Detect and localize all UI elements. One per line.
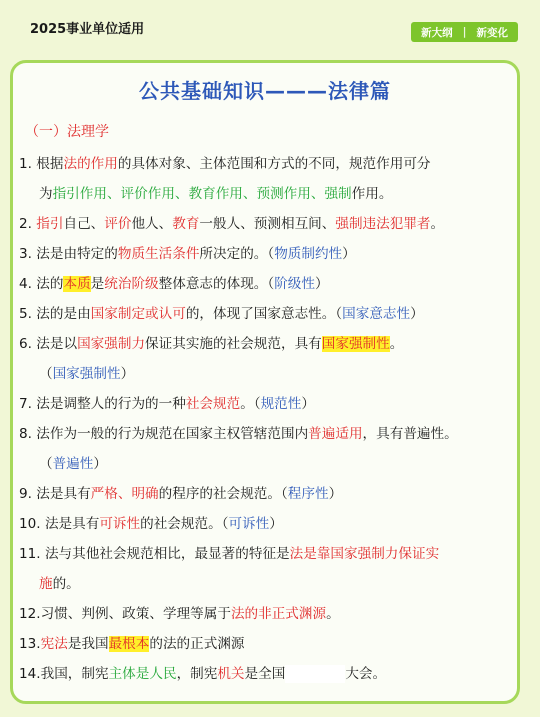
text-blue: 程序性 [287, 486, 329, 502]
text: 。 [326, 606, 340, 622]
list-item-6 [19, 329, 515, 359]
text-blue: 规范性 [260, 396, 302, 412]
list-item-12 [19, 599, 515, 629]
list-item-4 [19, 269, 515, 299]
text: ） [410, 306, 424, 322]
text-red: 统治阶级 [104, 276, 159, 292]
text: ，制宪 [176, 666, 218, 682]
text: 自己、 [63, 216, 105, 232]
text-red: 普遍适用 [308, 426, 363, 442]
text-red: 社会规范 [185, 396, 241, 412]
text: ，具有普遍性。 [362, 426, 458, 442]
text: 是全国 [244, 666, 286, 682]
text: 10. 法是具有 [19, 516, 100, 532]
text-red: 机关 [217, 666, 245, 682]
text: 5. 法的是由 [19, 306, 91, 322]
text: 所决定的。（ [199, 246, 275, 262]
page-title: 公共基础知识———法律篇 [139, 79, 391, 103]
hidden-answer-blank [285, 665, 345, 683]
text: 12.习惯、判例、政策、学理等属于 [19, 606, 231, 622]
list-item-11-cont [19, 569, 515, 599]
text-blue: 国家意志性 [342, 306, 411, 322]
text: ） [314, 276, 329, 292]
text: 3. 法是由特定的 [19, 246, 118, 262]
text-red: 法是靠国家强制力保证实 [289, 546, 440, 562]
text-red: 法的非正式渊源 [230, 606, 327, 622]
text-blue: 阶级性 [274, 276, 315, 292]
text-blue: 国家强制性 [52, 366, 121, 382]
text: （ [39, 366, 53, 382]
text-highlight: 国家强制性 [321, 336, 390, 352]
text: ） [93, 456, 107, 472]
list-item-1-cont [19, 179, 515, 209]
text-red: 评价 [104, 216, 132, 232]
text: 的社会规范。（ [140, 516, 229, 532]
text: 的法的正式渊源 [149, 636, 245, 652]
text: 4. 法的 [19, 276, 64, 292]
text: 13. [19, 636, 41, 652]
text: 一般人、预测相互间、 [199, 216, 336, 232]
text-red: 指引 [36, 216, 64, 232]
text: 是 [90, 276, 105, 292]
text: 8. 法作为一般的行为规范在国家主权管辖范围内 [19, 426, 309, 442]
text: 保证其实施的社会规范，具有 [145, 336, 322, 352]
text: 整体意志的体现。（ [158, 276, 275, 292]
text: ） [120, 366, 135, 382]
list-item-7 [19, 389, 515, 419]
text: 的，体现了国家意志性。（ [185, 306, 343, 322]
text-red: 物质生活条件 [117, 246, 200, 262]
text: 。（ [240, 396, 261, 412]
text-highlight: 最根本 [108, 636, 150, 652]
list-item-3 [19, 239, 515, 269]
text: ） [301, 396, 315, 412]
text: 6. 法是以 [19, 336, 78, 352]
list-item-9 [19, 479, 515, 509]
list-item-14 [19, 659, 515, 689]
text: （ [39, 456, 53, 472]
text-red: 法的作用 [63, 156, 118, 172]
text-red: 可诉性 [99, 516, 141, 532]
text: 作用。 [351, 186, 393, 202]
text-highlight: 本质 [63, 276, 91, 292]
text-blue: 物质制约性 [274, 246, 343, 262]
text: 是我国 [67, 636, 109, 652]
top-bar [0, 0, 540, 44]
text: 的具体对象、主体范围和方式的不同，规范作用可分 [117, 156, 431, 172]
list-item-6-cont [19, 359, 515, 389]
text-red: 国家强制力 [77, 336, 146, 352]
text: ） [328, 486, 343, 502]
badge-new-syllabus: 新大纲 [421, 26, 453, 39]
text: 7. 法是调整人的行为的一种 [19, 396, 186, 412]
text-green: 主体是人民 [108, 666, 177, 682]
text-blue: 普遍性 [52, 456, 94, 472]
text-red: 教育 [172, 216, 200, 232]
text-green: 指引作用、评价作用、教育作用、预测作用、强制 [52, 186, 352, 202]
text-red: 严格、明确 [90, 486, 159, 502]
list-item-11 [19, 539, 515, 569]
text-blue: 可诉性 [228, 516, 270, 532]
text: 14.我国，制宪 [19, 666, 109, 682]
header-tag: 2025事业单位适用 [30, 22, 145, 37]
text: 。 [430, 216, 445, 232]
text: 。 [389, 336, 404, 352]
text: 为 [39, 186, 53, 202]
list-item-10 [19, 509, 515, 539]
text: ） [342, 246, 356, 262]
list-item-13 [19, 629, 515, 659]
badge-new-changes: 新变化 [476, 26, 508, 39]
text: 1. 根据 [19, 156, 64, 172]
item-list [19, 149, 515, 689]
text: 他人、 [131, 216, 173, 232]
text-red: 施 [39, 576, 53, 592]
list-item-5 [19, 299, 515, 329]
text: 的。 [52, 576, 80, 592]
list-item-2 [19, 209, 515, 239]
text: 2. [19, 216, 37, 232]
section-heading: （一）法理学 [25, 124, 109, 140]
text-red: 宪法 [40, 636, 68, 652]
badge-divider: | [462, 26, 467, 38]
header-badges [411, 22, 518, 42]
text: 大会。 [345, 666, 387, 682]
text-red: 国家制定或认可 [90, 306, 186, 322]
list-item-8-cont [19, 449, 515, 479]
text-red: 强制违法犯罪者 [335, 216, 431, 232]
content-card [10, 60, 520, 704]
text: ） [269, 516, 283, 532]
text: 9. 法是具有 [19, 486, 91, 502]
list-item-1 [19, 149, 515, 179]
list-item-8 [19, 419, 515, 449]
text: 11. 法与其他社会规范相比，最显著的特征是 [19, 546, 290, 562]
text: 的程序的社会规范。（ [158, 486, 288, 502]
